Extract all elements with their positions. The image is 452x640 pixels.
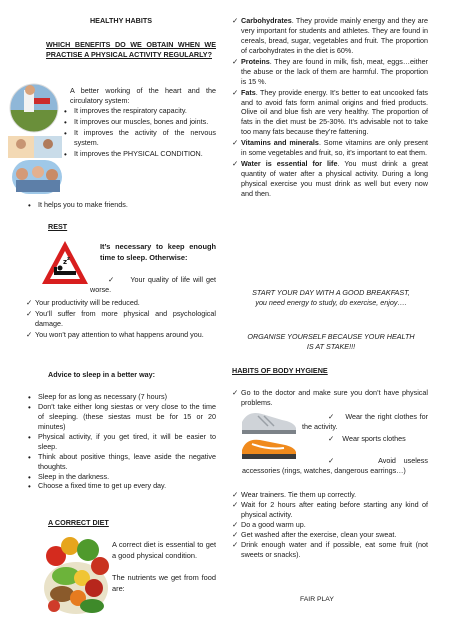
sleep-warning-sign-icon	[40, 238, 90, 288]
nutrient-term: Vitamins and minerals	[241, 138, 319, 148]
list-item: • Don’t take either long siestas or very close to the time of sleeping. (these siestas must be for 15 or 20 minutes)	[26, 402, 216, 432]
list-item: • Think about positive things, leave aside the negative thoughts.	[26, 452, 216, 472]
list-item: • Physical activity, if you get tired, it will be easier to sleep.	[26, 432, 216, 452]
list-item: ✓ Do a good warm up.	[232, 520, 428, 530]
nutrient-vitamins	[232, 138, 428, 158]
hygiene-item-sports-clothes	[302, 434, 428, 444]
list-item: ✓ You’ll suffer from more physical and psychological damage.	[26, 309, 216, 329]
health-slogan: ORGANISE YOURSELF BECAUSE YOUR HEALTH IS AT STAKE!!!	[247, 332, 415, 352]
list-item: • Sleep in the darkness.	[26, 472, 216, 482]
nutrient-term: Water is essential for life	[241, 159, 338, 169]
nutrient-text: . They provide energy. It’s better to eat uncooked fats and to avoid fats form animal origins and fried products. Olive oil and blue fish are very healthy. The proportion of fats in the diet must be 25-30%. It’s advisable not to take too many fats because they’re fattening.	[241, 87, 428, 137]
list-item: • Sleep for as long as necessary (7 hours)	[26, 392, 216, 402]
list-item: ✓ Wait for 2 hours after eating before starting any kind of physical activity.	[232, 500, 428, 520]
list-item-text: Wear the right clothes for the activity.	[302, 412, 428, 432]
rest-heading: REST	[48, 222, 68, 231]
rest-lead: It’s necessary to keep enough time to sleep. Otherwise:	[100, 242, 216, 262]
benefits-list-extra	[26, 200, 216, 210]
rest-checks	[26, 298, 216, 340]
hygiene-heading: HABITS OF BODY HYGIENE	[232, 366, 328, 375]
nutrient-text: . They are found in milk, fish, meat, eggs…either the abuse or the lack of them are harmful. The proportion is 15 %.	[241, 56, 428, 86]
sports-shoes-image	[238, 404, 300, 464]
benefits-intro: A better working of the heart and the circulatory system:	[70, 86, 216, 105]
nutrient-carbohydrates	[232, 16, 428, 56]
nutrient-text: . You must drink a great quantity of water after a physical activity. During a long physical exercise you must drink as well but every now and then.	[241, 159, 429, 198]
diet-text-2: The nutrients we get from food are:	[112, 573, 216, 593]
svg-text:z: z	[67, 256, 70, 262]
hygiene-item-clothes	[302, 412, 428, 432]
list-item: • It helps you to make friends.	[26, 200, 216, 210]
sports-collage-image	[4, 80, 64, 198]
healthy-food-image	[42, 536, 110, 616]
list-item-text: Go to the doctor and make sure you don’t have physical problems.	[241, 388, 428, 407]
checkmark-icon: ✓	[108, 275, 116, 284]
footer-fair-play: FAIR PLAY	[300, 596, 334, 603]
list-item: ✓ Drink enough water and if possible, eat some fruit (not sweets or snacks).	[232, 540, 428, 560]
benefits-question: WHICH BENEFITS DO WE OBTAIN WHEN WE PRACTISE A PHYSICAL ACTIVITY REGULARLY?	[46, 40, 216, 60]
nutrient-fats	[232, 88, 428, 138]
list-item: • It improves our muscles, bones and joints.	[62, 117, 216, 127]
diet-heading: A CORRECT DIET	[48, 518, 109, 527]
benefits-list	[62, 106, 216, 159]
hygiene-item-accessories	[242, 456, 428, 476]
nutrient-term: Fats	[241, 87, 256, 97]
list-item-text: Wear sports clothes	[342, 434, 406, 443]
list-item: ✓ Your productivity will be reduced.	[26, 298, 216, 308]
nutrient-term: Proteins	[241, 56, 270, 66]
list-item: ✓ Get washed after the exercise, clean your sweat.	[232, 530, 428, 540]
sleep-advice-list	[26, 392, 216, 491]
diet-text-1: A correct diet is essential to get a good physical condition.	[112, 540, 216, 560]
rest-check-text: Your quality of life will get worse.	[90, 275, 216, 295]
list-item-text: Avoid useless accessories (rings, watches, dangerous earrings…)	[242, 456, 428, 476]
hygiene-list	[232, 490, 428, 560]
breakfast-slogan: START YOUR DAY WITH A GOOD BREAKFAST, you need energy to study, do exercise, enjoy….	[252, 288, 410, 308]
list-item: ✓ Wear trainers. Tie them up correctly.	[232, 490, 428, 500]
checkmark-icon: ✓	[328, 412, 335, 421]
nutrients-list	[232, 16, 428, 199]
nutrient-water	[232, 159, 428, 199]
list-item: • It improves the PHYSICAL CONDITION.	[62, 149, 216, 159]
list-item: • It improves the respiratory capacity.	[62, 106, 216, 116]
rest-check-first	[90, 275, 216, 295]
list-item: • It improves the activity of the nervous system.	[62, 128, 216, 148]
nutrient-text: . They provide mainly energy and they are very important for students and athletes. They are found in cereals, bread, sugar, vegetables and fruit. The proportion of carbohydrates in the diet is 60%.	[241, 16, 428, 55]
list-item: • Choose a fixed time to get up every day.	[26, 481, 216, 491]
nutrient-text: . Some vitamins are only present in some vegetables and fruit, so, it’s important to eat them.	[241, 138, 428, 158]
nutrient-proteins	[232, 57, 428, 87]
sleep-heading: Advice to sleep in a better way:	[48, 370, 156, 379]
right-column	[232, 0, 429, 603]
list-item: ✓ You won’t pay attention to what happens around you.	[26, 330, 216, 340]
checkmark-icon: ✓	[328, 456, 340, 465]
checkmark-icon: ✓	[328, 434, 335, 443]
nutrient-term: Carbohydrates	[241, 16, 292, 25]
page-title: HEALTHY HABITS	[89, 16, 153, 25]
svg-text:z: z	[63, 258, 68, 266]
